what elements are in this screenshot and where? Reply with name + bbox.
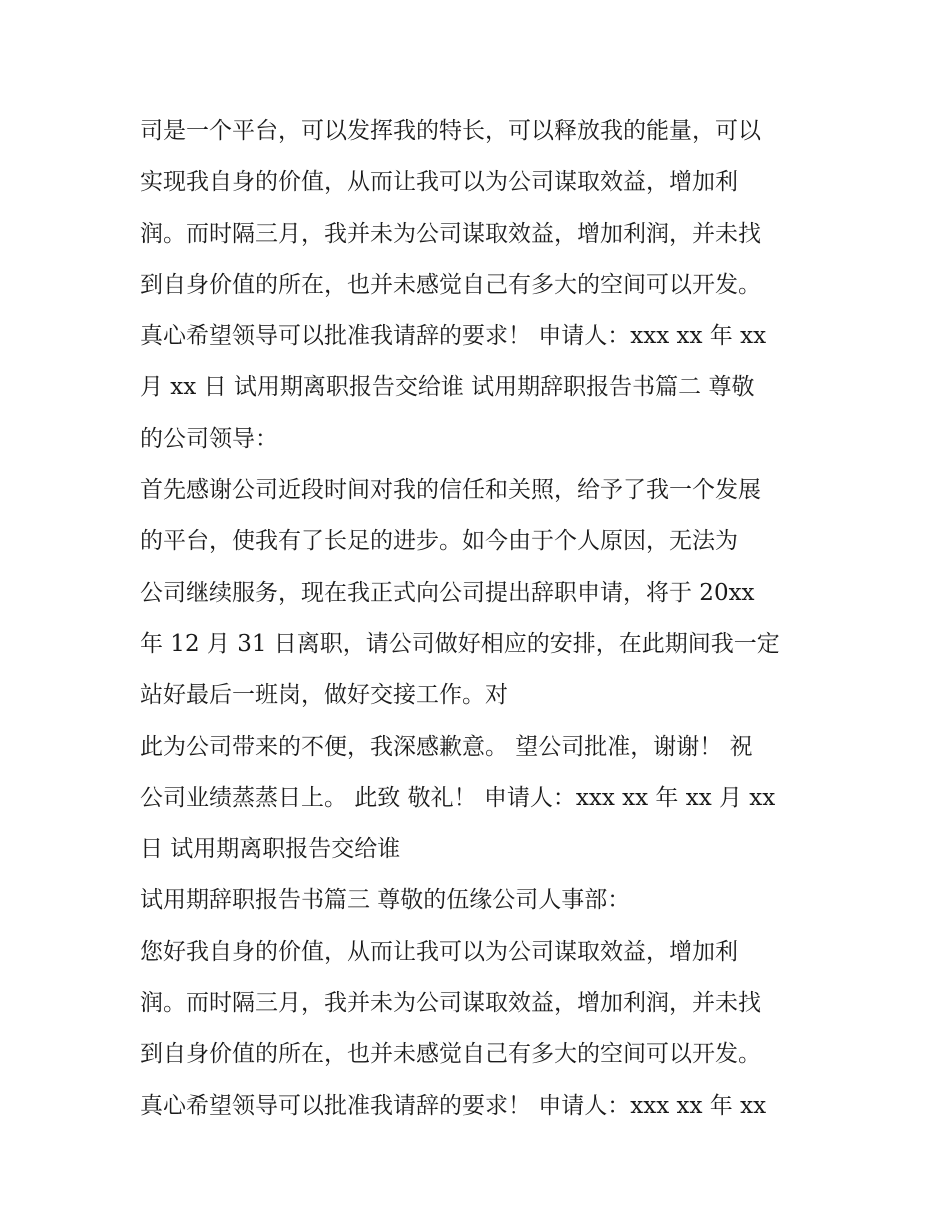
text-line: 试用期辞职报告书篇三 尊敬的伍缘公司人事部：	[140, 887, 631, 914]
text-line: 真心希望领导可以批准我请辞的要求！ 申请人：xxx xx 年 xx	[140, 1092, 767, 1119]
text-line: 到自身价值的所在，也并未感觉自己有多大的空间可以开发。	[140, 271, 761, 298]
text-line: 润。而时隔三月，我并未为公司谋取效益，增加利润，并未找	[140, 220, 761, 247]
text-line: 日 试用期离职报告交给谁	[140, 836, 401, 863]
text-line: 的平台，使我有了长足的进步。如今由于个人原因，无法为	[140, 528, 738, 555]
text-line: 到自身价值的所在，也并未感觉自己有多大的空间可以开发。	[140, 1041, 761, 1068]
text-line: 的公司领导：	[140, 425, 278, 452]
document-body	[140, 106, 830, 1132]
text-line: 此为公司带来的不便，我深感歉意。 望公司批准，谢谢！ 祝	[140, 733, 753, 760]
text-line: 首先感谢公司近段时间对我的信任和关照，给予了我一个发展	[140, 477, 761, 504]
text-line: 润。而时隔三月，我并未为公司谋取效益，增加利润，并未找	[140, 990, 761, 1017]
text-line: 月 xx 日 试用期离职报告交给谁 试用期辞职报告书篇二 尊敬	[140, 374, 755, 401]
text-line: 公司业绩蒸蒸日上。 此致 敬礼！ 申请人：xxx xx 年 xx 月 xx	[140, 784, 776, 811]
text-line: 您好我自身的价值，从而让我可以为公司谋取效益，增加利	[140, 938, 738, 965]
text-line: 公司继续服务，现在我正式向公司提出辞职申请，将于 20xx	[140, 579, 755, 606]
text-line: 年 12 月 31 日离职，请公司做好相应的安排，在此期间我一定	[140, 630, 780, 657]
text-line: 实现我自身的价值，从而让我可以为公司谋取效益，增加利	[140, 169, 738, 196]
text-line: 真心希望领导可以批准我请辞的要求！ 申请人：xxx xx 年 xx	[140, 323, 767, 350]
text-line: 站好最后一班岗，做好交接工作。对	[140, 682, 508, 709]
text-line: 司是一个平台，可以发挥我的特长，可以释放我的能量，可以	[140, 118, 761, 144]
